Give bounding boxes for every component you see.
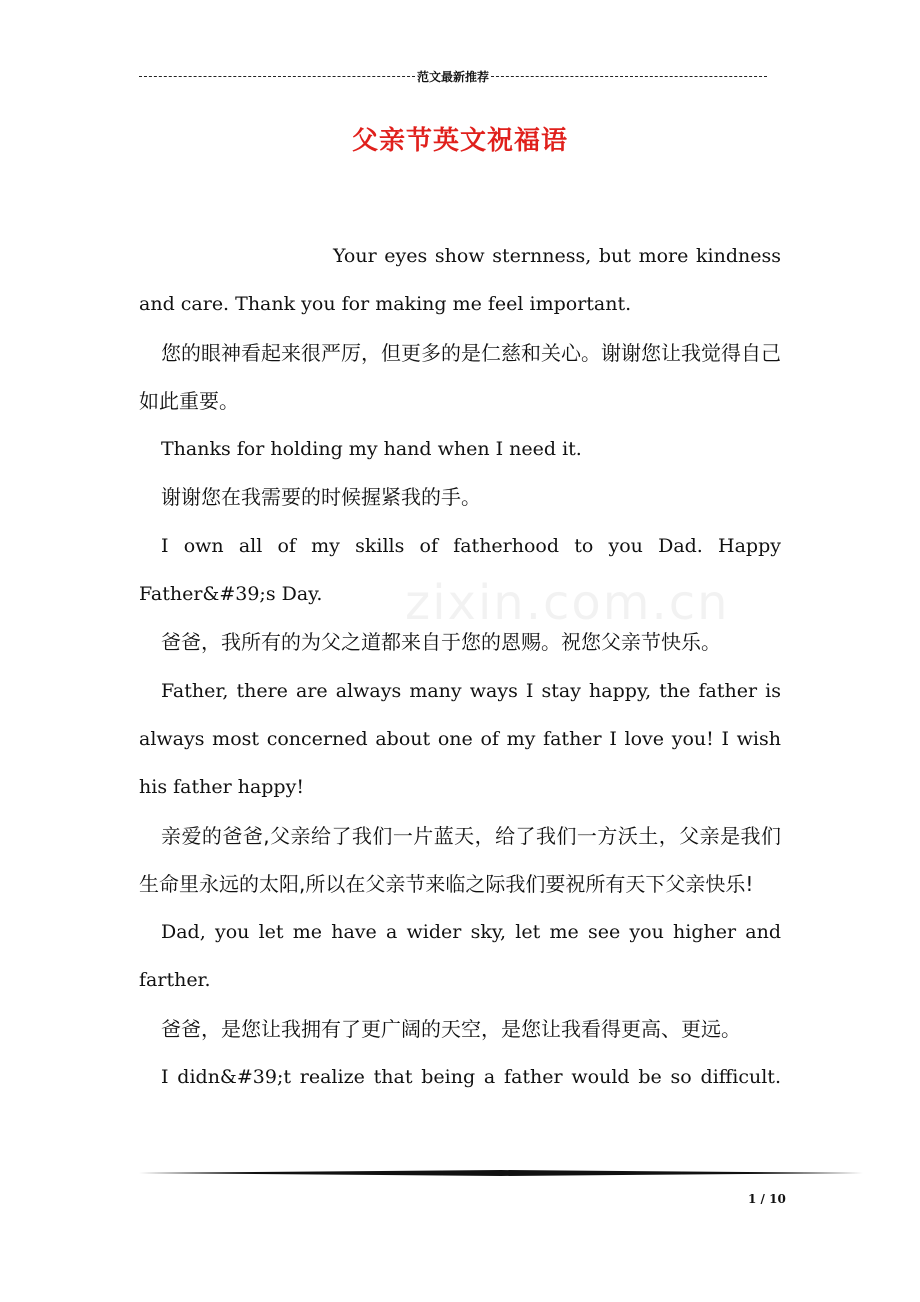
paragraph-cn-3: 爸爸，我所有的为父之道都来自于您的恩赐。祝您父亲节快乐。 — [161, 630, 721, 655]
paragraph-cn-2: 谢谢您在我需要的时候握紧我的手。 — [161, 485, 481, 510]
page-number: 1 / 10 — [748, 1192, 786, 1206]
paragraph-cn-4: 亲爱的爸爸,父亲给了我们一片蓝天，给了我们一方沃土，父亲是我们生命里永远的太阳,所以在父亲节来临之际我们要祝所有天下父亲快乐! — [139, 823, 781, 896]
footer-rule — [139, 1170, 863, 1176]
document-body — [139, 232, 781, 1101]
paragraph-en-3: I own all of my skills of fatherhood to you Dad. Happy Father&#39;s Day. — [139, 534, 781, 606]
paragraph-en-1: Your eyes show sternness, but more kindness and care. Thank you for making me feel important. — [139, 245, 781, 316]
paragraph-en-6: I didn&#39;t realize that being a father would be so difficult. — [161, 1066, 781, 1089]
paragraph-cn-5: 爸爸，是您让我拥有了更广阔的天空，是您让我看得更高、更远。 — [161, 1016, 741, 1041]
paragraph-en-4: Father, there are always many ways I stay happy, the father is always most concerned about one of my father I love you! I wish his father happy! — [139, 679, 781, 799]
paragraph-cn-1: 您的眼神看起来很严厉，但更多的是仁慈和关心。谢谢您让我觉得自己如此重要。 — [139, 340, 781, 413]
document-title: 父亲节英文祝福语 — [351, 126, 568, 156]
header-rule — [139, 66, 767, 86]
paragraph-en-5: Dad, you let me have a wider sky, let me see you higher and farther. — [139, 921, 781, 992]
paragraph-en-2: Thanks for holding my hand when I need it. — [161, 438, 582, 461]
header-dash-left — [139, 76, 415, 77]
header-label: 范文最新推荐 — [417, 69, 490, 84]
header-dash-right — [491, 76, 767, 77]
watermark: zixin.com.cn — [405, 575, 730, 631]
